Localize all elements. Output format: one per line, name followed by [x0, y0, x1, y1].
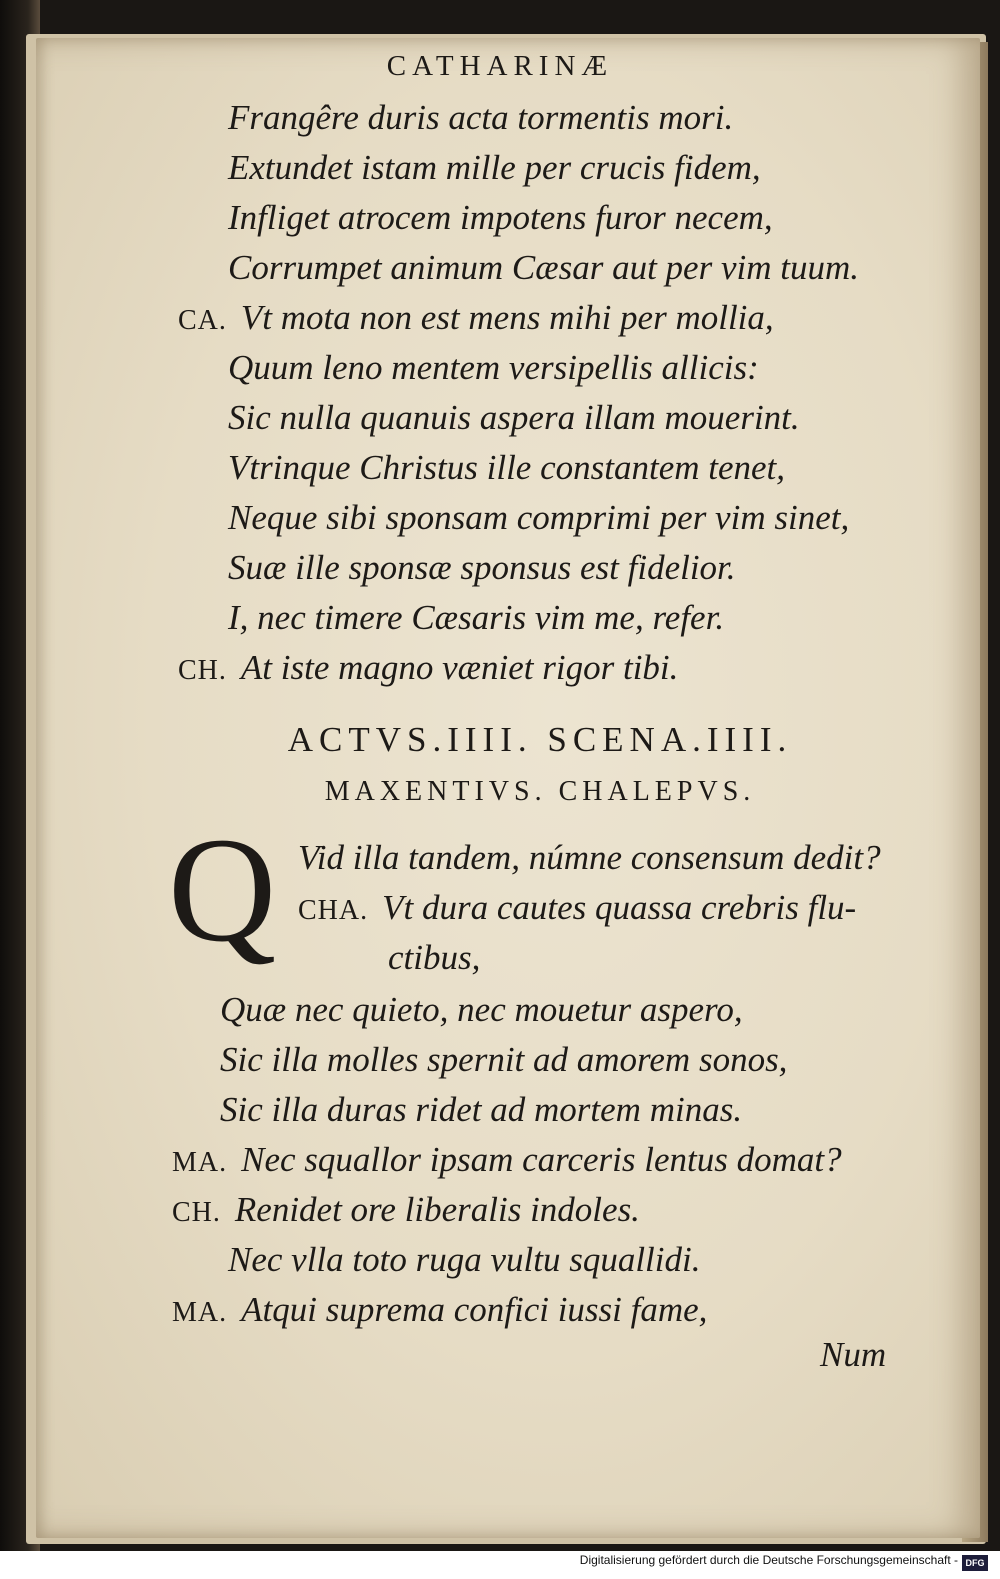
speaker-label: MA. — [172, 1147, 228, 1178]
catchword: Num — [820, 1335, 887, 1374]
verse-line: ctibus, — [388, 938, 481, 977]
speaker-label: CHA. — [298, 895, 369, 926]
speaker-label: CH. — [172, 1197, 221, 1228]
running-head: CATHARINÆ — [386, 50, 614, 82]
verse-line: Infliget atrocem impotens furor necem, — [228, 198, 773, 237]
verse-line: CH. Renidet ore liberalis indoles. — [172, 1190, 640, 1229]
dfg-logo: DFG — [962, 1555, 988, 1571]
speaker-label: CH. — [178, 655, 227, 686]
verse-line: I, nec timere Cæsaris vim me, refer. — [228, 598, 725, 637]
verse-line: Corrumpet animum Cæsar aut per vim tuum. — [228, 248, 859, 287]
verse-line: MA. Atqui suprema confici iussi fame, — [172, 1290, 708, 1329]
dramatis-personae: MAXENTIVS. CHALEPVS. — [324, 776, 756, 807]
verse-line: Sic illa molles spernit ad amorem sonos, — [220, 1040, 788, 1079]
verse-line: CA. Vt mota non est mens mihi per mollia, — [178, 298, 774, 337]
act-scene-heading: ACTVS.IIII. SCENA.IIII. — [287, 720, 793, 759]
verse-line: Frangêre duris acta tormentis mori. — [228, 98, 734, 137]
verse-line: Quæ nec quieto, nec mouetur aspero, — [220, 990, 743, 1029]
verse-line: Neque sibi sponsam comprimi per vim sinet, — [228, 498, 850, 537]
digitization-credit: Digitalisierung gefördert durch die Deutsche Forschungsgemeinschaft - — [579, 1553, 958, 1567]
verse-line: Sic nulla quanuis aspera illam mouerint. — [228, 398, 800, 437]
verse-line: Nec vlla toto ruga vultu squallidi. — [228, 1240, 701, 1279]
verse-line: CHA. Vt dura cautes quassa crebris flu- — [298, 888, 857, 927]
verse-line: Sic illa duras ridet ad mortem minas. — [220, 1090, 743, 1129]
verse-line: CH. At iste magno væniet rigor tibi. — [178, 648, 679, 687]
verse-line: Extundet istam mille per crucis fidem, — [228, 148, 761, 187]
verse-line: MA. Nec squallor ipsam carceris lentus domat? — [172, 1140, 842, 1179]
verse-line: Quum leno mentem versipellis allicis: — [228, 348, 759, 387]
verse-line: Vid illa tandem, númne consensum dedit? — [298, 838, 881, 877]
verse-line: Suæ ille sponsæ sponsus est fidelior. — [228, 548, 736, 587]
speaker-label: MA. — [172, 1297, 228, 1328]
verse-line: Vtrinque Christus ille constantem tenet, — [228, 448, 786, 487]
drop-cap-initial: Q — [168, 807, 277, 973]
speaker-label: CA. — [178, 305, 227, 336]
